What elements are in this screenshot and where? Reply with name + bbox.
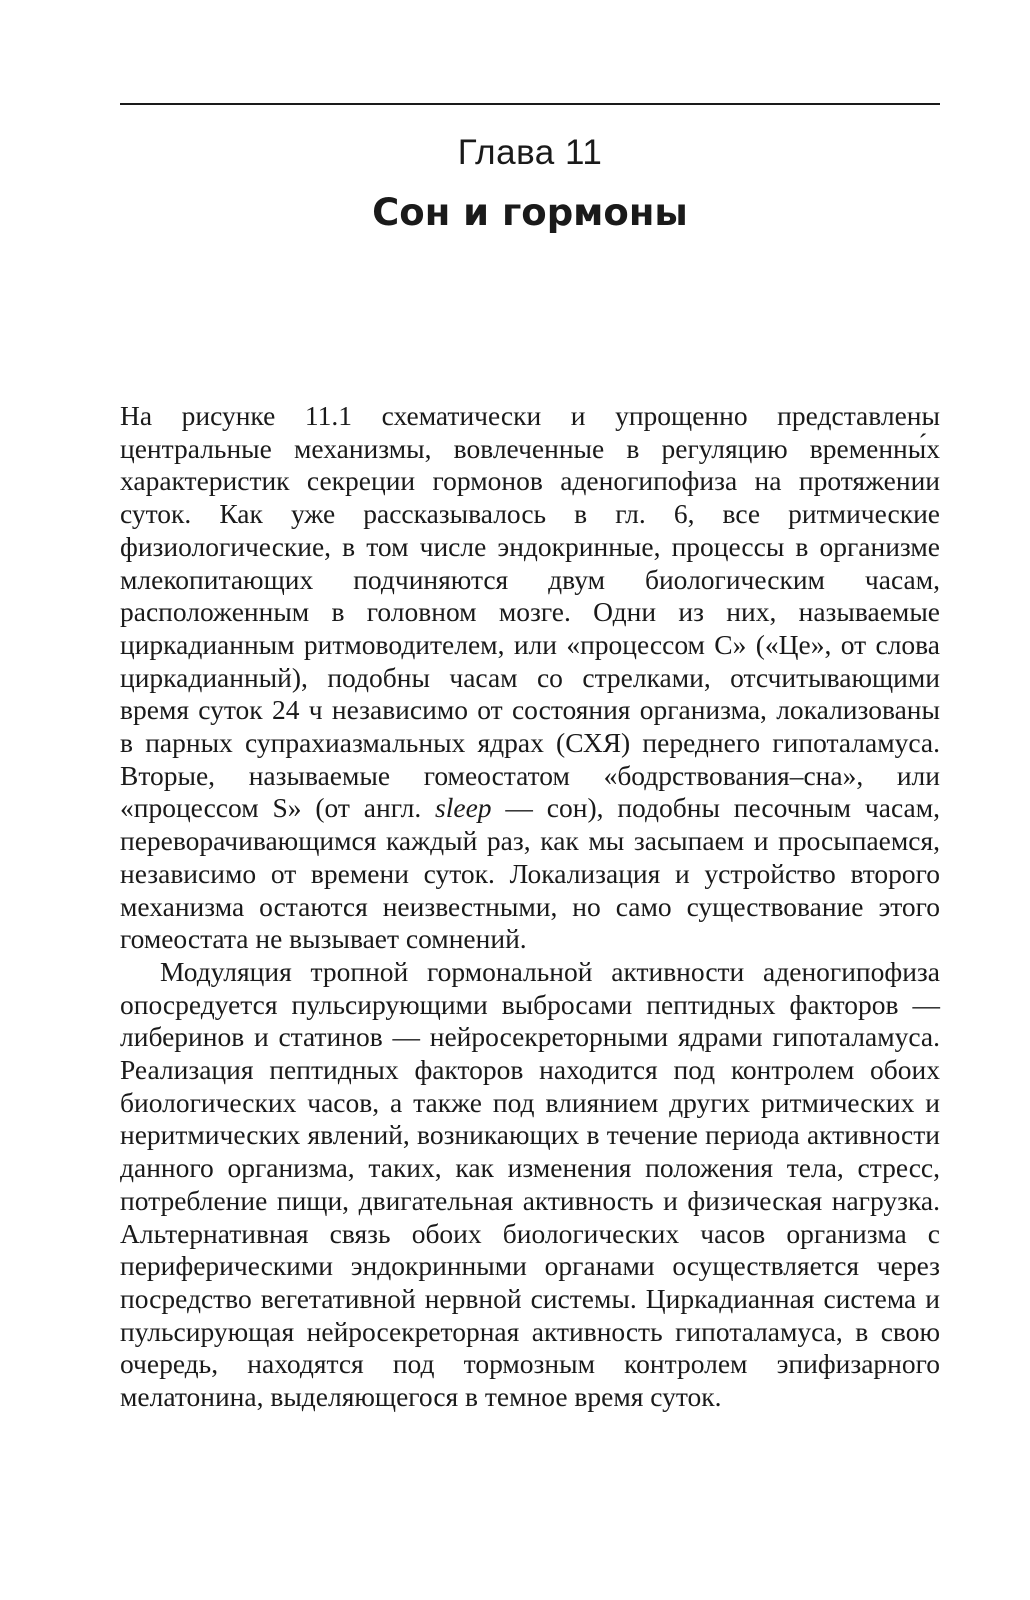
paragraph-1-text-end: — сон), подобны песочным часам, переворачивающимся каждый раз, как мы засыпаем и просыпаемся, независимо от времени суток. Локализация и устройство второго механизма остаются неизвестными, но само существование этого гомеостата не вызывает сомнений.: [120, 792, 940, 955]
header-rule: [120, 103, 940, 105]
paragraph-1: [120, 400, 940, 956]
paragraph-1-text-start: На рисунке 11.1 схематически и упрощенно представлены центральные механизмы, вовлеченные в регуляцию временны́х характеристик секреции гормонов аденогипофиза на протяжении суток. Как уже рассказывалось в гл. 6, все ритмические физиологические, в том числе эндокринные, процессы в организме млекопитающих подчиняются двум биологическим часам, расположенным в головном мозге. Одни из них, называемые циркадианным ритмоводителем, или «процессом С» («Це», от слова циркадианный), подобны часам со стрелками, отсчитывающими время суток 24 ч независимо от состояния организма, локализованы в парных супрахиазмальных ядрах (СХЯ) переднего гипоталамуса. Вторые, называемые гомеостатом «бодрствования–сна», или «процессом S» (от англ.: [120, 400, 940, 824]
chapter-body: [120, 400, 940, 1414]
paragraph-1-italic-term: sleep: [435, 792, 492, 824]
chapter-title: Сон и гормоны: [372, 191, 688, 234]
chapter-number: Глава 11: [457, 133, 603, 172]
paragraph-2: Модуляция тропной гормональной активности аденогипофиза опосредуется пульсирующими выбросами пептидных факторов — либеринов и статинов — нейросекреторными ядрами гипоталамуса. Реализация пептидных факторов находится под контролем обоих биологических часов, а также под влиянием других ритмических и неритмических явлений, возникающих в течение периода активности данного организма, таких, как изменения положения тела, стресс, потребление пищи, двигательная активность и физическая нагрузка. Альтернативная связь обоих биологических часов организма с периферическими эндокринными органами осуществляется через посредство вегетативной нервной системы. Циркадианная система и пульсирующая нейросекреторная активность гипоталамуса, в свою очередь, находятся под тормозным контролем эпифизарного мелатонина, выделяющегося в темное время суток.: [120, 955, 940, 1413]
